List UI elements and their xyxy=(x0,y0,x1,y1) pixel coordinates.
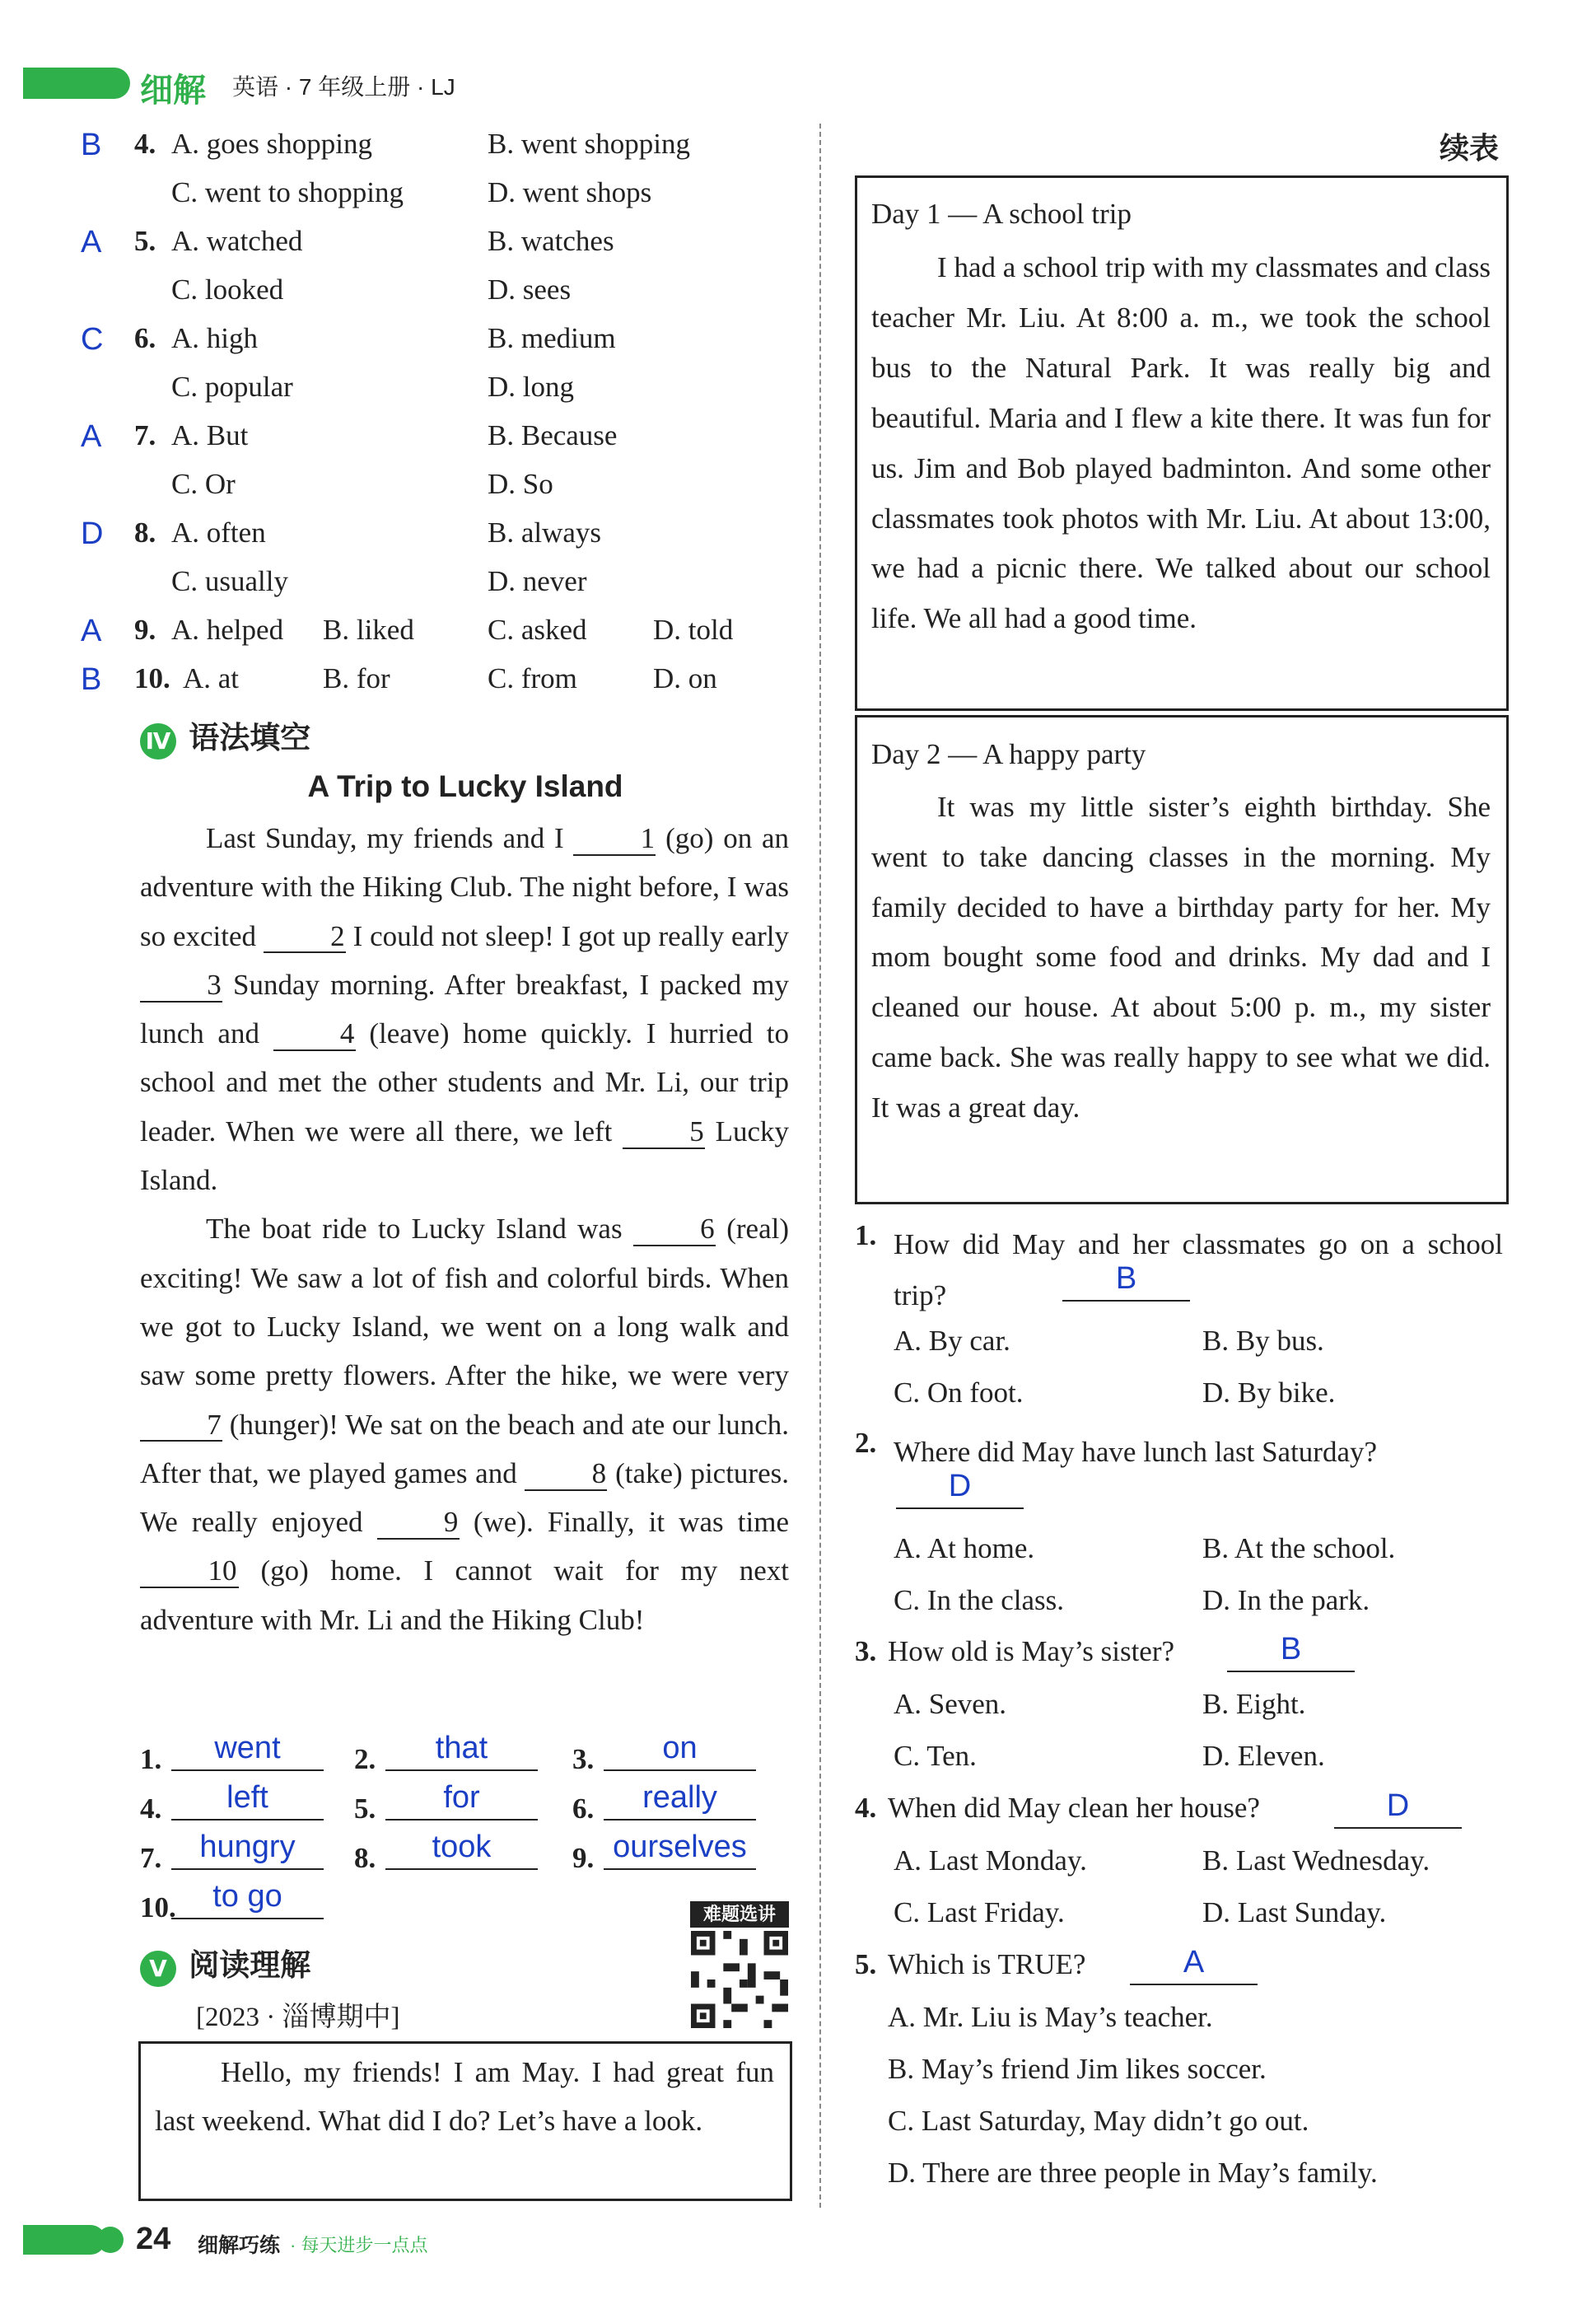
cloze-answer: B xyxy=(81,662,102,697)
day2-title: Day 2 — A happy party xyxy=(871,738,1146,770)
fill-answer-value: on xyxy=(604,1730,756,1771)
reading-question-text: When did May clean her house? xyxy=(888,1792,1260,1824)
reading-question-text: Where did May have lunch last Saturday? xyxy=(894,1436,1378,1468)
reading-question-number: 5. xyxy=(855,1948,877,1980)
cloze-answer: A xyxy=(81,225,102,259)
header-green-bar xyxy=(23,68,130,99)
cloze-option-d: D. told xyxy=(653,614,734,646)
section5-title: 阅读理解 xyxy=(189,1948,311,1982)
grammar-blank: 2 xyxy=(264,922,346,954)
fill-answer-value: to go xyxy=(171,1878,324,1919)
fill-answer-value: really xyxy=(604,1779,756,1821)
grammar-blank: 9 xyxy=(377,1507,460,1540)
fill-answer-number: 7. xyxy=(140,1842,162,1874)
reading-option: B. May’s friend Jim likes soccer. xyxy=(888,2053,1267,2085)
fill-answer-number: 10. xyxy=(140,1891,176,1923)
reading-answer: D xyxy=(896,1468,1024,1509)
cloze-option-c: C. popular xyxy=(171,371,293,403)
passage-text: (we). Finally, it was time xyxy=(459,1506,790,1539)
fill-answer-number: 9. xyxy=(572,1842,595,1874)
cloze-number: 10. xyxy=(134,662,170,694)
day2-text: It was my little sister’s eighth birthday. She went to take dancing classes in the morning. My family decided to have a birthday party for her. My mom bought some food and drinks. My dad and I cleaned our house. At about 5:00 p. m., my sister came back. She was really happy to see what we did. It was a great day. xyxy=(871,791,1491,1124)
column-divider xyxy=(819,124,821,2208)
reading-option: A. Last Monday. xyxy=(894,1844,1087,1877)
grammar-blank: 4 xyxy=(273,1019,356,1051)
reading-option: A. By car. xyxy=(894,1325,1010,1357)
passage-text: (take) pictures. We really enjoyed xyxy=(140,1456,789,1539)
passage-paragraph-2 xyxy=(140,1204,789,1644)
footer-brand: 细解巧练 xyxy=(198,2234,281,2257)
fill-answer-number: 4. xyxy=(140,1793,162,1825)
footer-slogan: · 每天进步一点点 xyxy=(290,2235,428,2255)
cloze-option-a: A. But xyxy=(171,419,249,451)
cloze-answer: B xyxy=(81,128,102,162)
header-subtitle: 英语 · 7 年级上册 · LJ xyxy=(232,74,455,100)
fill-answer-value: left xyxy=(171,1779,324,1821)
reading-option: C. Last Saturday, May didn’t go out. xyxy=(888,2105,1309,2137)
grammar-blank: 3 xyxy=(140,970,222,1003)
reading-question-number: 4. xyxy=(855,1792,877,1824)
passage-text: Sunday morning. After breakfast, I packed my lunch and xyxy=(140,968,789,1050)
header-brand: 细解 xyxy=(140,72,206,109)
fill-answer-number: 2. xyxy=(354,1743,376,1775)
cloze-option-a: A. high xyxy=(171,322,258,354)
grammar-blank: 5 xyxy=(623,1117,705,1149)
fill-answer-value: took xyxy=(385,1829,538,1870)
passage-text: (leave) home quickly. I hurried to school and met the other students and Mr. Li, our trip leader. When we were all there, we left xyxy=(140,1017,790,1147)
cloze-option-c: C. looked xyxy=(171,273,284,306)
grammar-blank: 8 xyxy=(525,1459,607,1491)
fill-answer-value: ourselves xyxy=(604,1829,756,1870)
reading-answer: B xyxy=(1227,1631,1355,1672)
cloze-option-b: B. medium xyxy=(488,322,616,354)
passage-title: A Trip to Lucky Island xyxy=(307,769,623,803)
cloze-option-c: C. usually xyxy=(171,565,288,597)
cloze-option-c: C. went to shopping xyxy=(171,176,404,208)
cloze-answer: A xyxy=(81,419,102,454)
reading-question-text: How did May and her classmates go on a school trip? xyxy=(894,1228,1503,1311)
section5-icon: Ⅴ xyxy=(140,1951,176,1987)
reading-question-text: How old is May’s sister? xyxy=(888,1635,1175,1667)
section4-title: 语法填空 xyxy=(189,721,311,755)
passage-text: Last Sunday, my friends and I xyxy=(206,822,574,854)
reading-question-number: 1. xyxy=(855,1219,877,1251)
fill-answer-number: 8. xyxy=(354,1842,376,1874)
cloze-option-a: A. often xyxy=(171,516,266,549)
intro-text: Hello, my friends! I am May. I had great fun last weekend. What did I do? Let’s have a look. xyxy=(155,2056,774,2137)
grammar-blank: 7 xyxy=(140,1410,222,1442)
grammar-blank: 10 xyxy=(140,1556,239,1588)
reading-option: B. Eight. xyxy=(1202,1688,1306,1720)
fill-answer-value: for xyxy=(385,1779,538,1821)
reading-answer: D xyxy=(1334,1788,1462,1829)
reading-option: D. In the park. xyxy=(1202,1584,1370,1616)
reading-question-text: Which is TRUE? xyxy=(888,1948,1086,1980)
cloze-answer: A xyxy=(81,614,102,648)
reading-option: C. Last Friday. xyxy=(894,1896,1065,1928)
cloze-option-d: D. long xyxy=(488,371,574,403)
reading-question-number: 3. xyxy=(855,1635,877,1667)
section5-heading xyxy=(140,1940,310,1987)
cloze-option-c: C. Or xyxy=(171,468,236,500)
grammar-blank: 6 xyxy=(633,1214,716,1246)
passage-text: (hunger)! We sat on the beach and ate our lunch. After that, we played games and xyxy=(140,1408,789,1489)
cloze-number: 5. xyxy=(134,225,156,257)
cloze-option-a: A. watched xyxy=(171,225,303,257)
qr-code-icon xyxy=(690,1931,789,2028)
cloze-number: 4. xyxy=(134,128,156,160)
reading-option: C. On foot. xyxy=(894,1377,1024,1409)
cloze-number: 8. xyxy=(134,516,156,549)
reading-option: D. There are three people in May’s family. xyxy=(888,2157,1378,2189)
reading-option: B. At the school. xyxy=(1202,1532,1396,1564)
passage-text: (go) on an adventure with the Hiking Club. The night before, I was so excited xyxy=(140,822,789,952)
cloze-number: 6. xyxy=(134,322,156,354)
cloze-option-a: A. goes shopping xyxy=(171,128,373,160)
fill-answer-value: went xyxy=(171,1730,324,1771)
cloze-option-c: C. asked xyxy=(488,614,587,646)
reading-question-number: 2. xyxy=(855,1427,877,1459)
footer-green-bar xyxy=(23,2225,105,2255)
cloze-option-b: B. Because xyxy=(488,419,618,451)
cloze-option-b: B. watches xyxy=(488,225,614,257)
page-number: 24 xyxy=(136,2222,171,2256)
fill-answer-value: that xyxy=(385,1730,538,1771)
reading-option: B. By bus. xyxy=(1202,1325,1324,1357)
passage-paragraph-1 xyxy=(140,814,789,1204)
reading-answer: A xyxy=(1130,1944,1258,1985)
passage-text: Lucky Island. xyxy=(140,1115,789,1197)
passage-text: (real) exciting! We saw a lot of fish and colorful birds. When we got to Lucky Island, we went on a long walk and saw some pretty flowers. After the hike, we were very xyxy=(140,1213,789,1392)
section4-icon: Ⅳ xyxy=(140,723,176,760)
cloze-number: 7. xyxy=(134,419,156,451)
footer-dot xyxy=(97,2227,124,2253)
cloze-option-b: B. liked xyxy=(323,614,414,646)
day1-text: I had a school trip with my classmates and class teacher Mr. Liu. At 8:00 a. m., we took the school bus to the Natural Park. It was really big and beautiful. Maria and I flew a kite there. It was fun for us. Jim and Bob played badminton. And some other classmates took photos with Mr. Liu. At about 13:00, we had a picnic there. We talked about our school life. We all had a good time. xyxy=(871,251,1491,635)
cloze-option-a: A. at xyxy=(183,662,240,694)
reading-option: A. Mr. Liu is May’s teacher. xyxy=(888,2001,1213,2033)
section4-heading xyxy=(140,713,310,760)
grammar-blank: 1 xyxy=(573,824,656,856)
cloze-option-c: C. from xyxy=(488,662,577,694)
reading-option: D. Last Sunday. xyxy=(1202,1896,1387,1928)
grammar-passage xyxy=(140,814,789,1644)
fill-answer-number: 3. xyxy=(572,1743,595,1775)
reading-option: D. By bike. xyxy=(1202,1377,1336,1409)
reading-option: C. In the class. xyxy=(894,1584,1065,1616)
cloze-option-d: D. never xyxy=(488,565,587,597)
cloze-option-d: D. sees xyxy=(488,273,572,306)
cloze-option-d: D. So xyxy=(488,468,553,500)
passage-text: The boat ride to Lucky Island was xyxy=(206,1213,633,1246)
cloze-option-b: B. for xyxy=(323,662,390,694)
fill-answer-value: hungry xyxy=(171,1829,324,1870)
reading-option: C. Ten. xyxy=(894,1740,977,1772)
source-label: [2023 · 淄博期中] xyxy=(196,2003,400,2032)
qr-label: 难题选讲 xyxy=(690,1901,789,1928)
day1-title: Day 1 — A school trip xyxy=(871,198,1132,230)
cloze-number: 9. xyxy=(134,614,156,646)
fill-answer-number: 5. xyxy=(354,1793,376,1825)
fill-answer-number: 6. xyxy=(572,1793,595,1825)
cloze-option-b: B. went shopping xyxy=(488,128,690,160)
cloze-option-d: D. on xyxy=(653,662,717,694)
cloze-option-a: A. helped xyxy=(171,614,284,646)
reading-option: D. Eleven. xyxy=(1202,1740,1325,1772)
reading-option: A. Seven. xyxy=(894,1688,1007,1720)
cloze-answer: C xyxy=(81,322,104,357)
cloze-option-d: D. went shops xyxy=(488,176,652,208)
continued-label: 续表 xyxy=(1440,131,1500,165)
fill-answer-number: 1. xyxy=(140,1743,162,1775)
reading-answer: B xyxy=(1062,1260,1190,1302)
cloze-option-b: B. always xyxy=(488,516,602,549)
passage-text: I could not sleep! I got up really early xyxy=(345,919,789,952)
reading-option: A. At home. xyxy=(894,1532,1035,1564)
cloze-answer: D xyxy=(81,516,104,551)
reading-option: B. Last Wednesday. xyxy=(1202,1844,1430,1877)
passage-text: (go) home. I cannot wait for my next adventure with Mr. Li and the Hiking Club! xyxy=(140,1554,789,1636)
qr-code-block[interactable] xyxy=(690,1901,789,2029)
